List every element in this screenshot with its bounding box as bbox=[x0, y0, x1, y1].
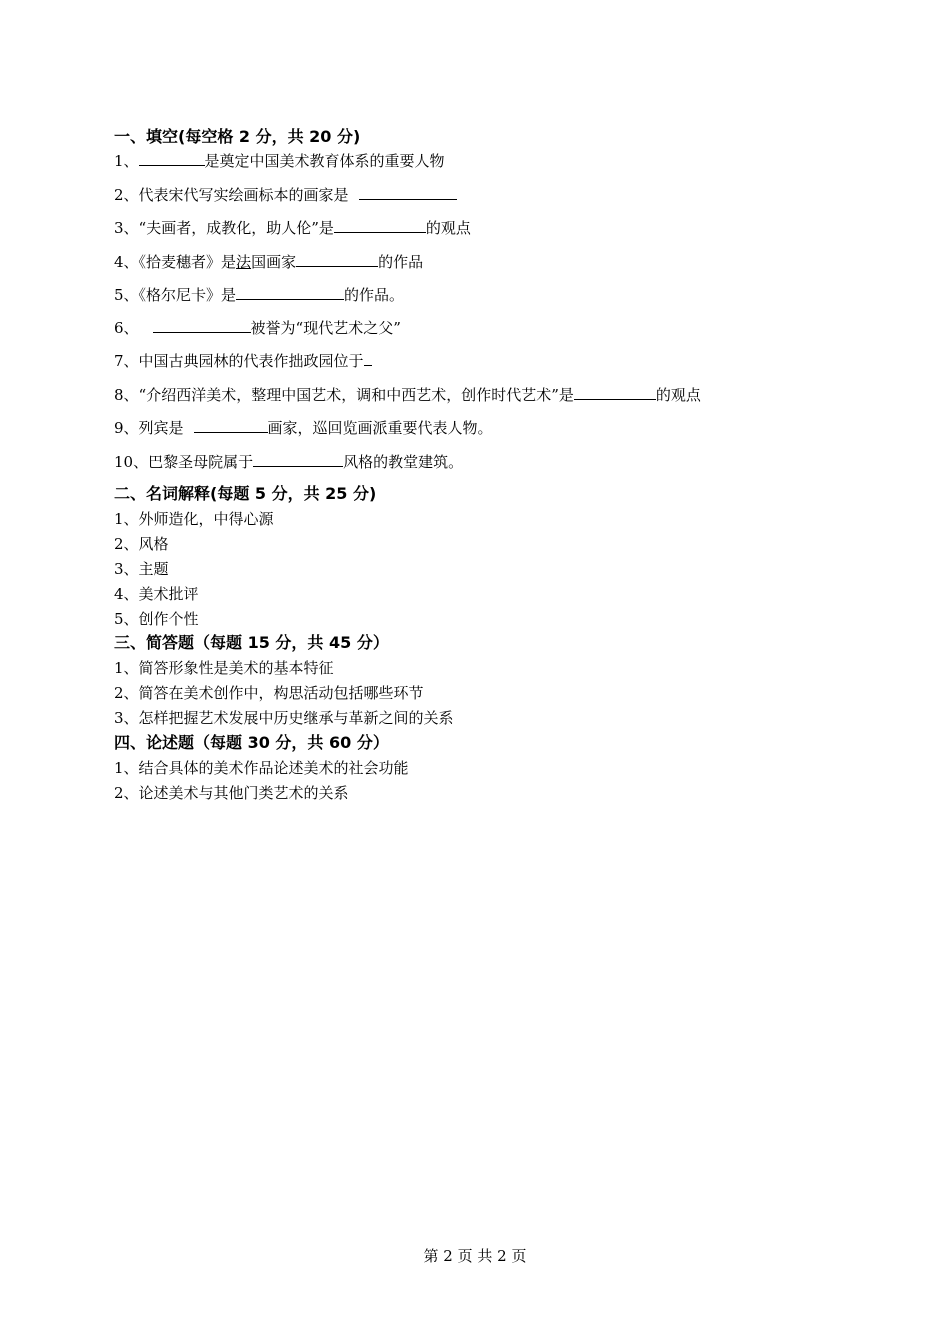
underlined-char: 法 bbox=[236, 253, 252, 271]
answer-blank bbox=[364, 350, 372, 366]
essay-question: 1、结合具体的美术作品论述美术的社会功能 bbox=[114, 759, 409, 777]
question-fill-3 bbox=[114, 217, 471, 239]
question-text: 9、列宾是 bbox=[114, 419, 184, 437]
question-text: 是奠定中国美术教育体系的重要人物 bbox=[204, 152, 445, 170]
question-fill-9 bbox=[114, 417, 493, 439]
question-text: 被誉为“现代艺术之父” bbox=[250, 319, 401, 337]
question-fill-4 bbox=[114, 251, 423, 273]
question-text: 10、巴黎圣母院属于 bbox=[114, 453, 254, 471]
term-item: 2、风格 bbox=[114, 535, 169, 553]
question-number: 6、 bbox=[114, 319, 139, 337]
question-fill-2 bbox=[114, 184, 457, 206]
answer-blank bbox=[334, 217, 426, 233]
answer-blank bbox=[139, 150, 205, 166]
term-item: 4、美术批评 bbox=[114, 585, 199, 603]
question-text-mid: 国画家 bbox=[251, 253, 297, 271]
essay-question: 2、论述美术与其他门类艺术的关系 bbox=[114, 784, 349, 802]
answer-blank bbox=[153, 317, 251, 333]
question-text: 5、《格尔尼卡》是 bbox=[114, 286, 237, 304]
question-number: 1、 bbox=[114, 152, 139, 170]
answer-blank bbox=[194, 417, 268, 433]
question-fill-1 bbox=[114, 150, 445, 172]
answer-blank bbox=[236, 284, 344, 300]
term-item: 3、主题 bbox=[114, 560, 169, 578]
question-text-end: 风格的教堂建筑。 bbox=[343, 453, 464, 471]
question-fill-5 bbox=[114, 284, 404, 306]
question-text: 4、《拾麦穗者》是 bbox=[114, 253, 237, 271]
short-question: 3、怎样把握艺术发展中历史继承与革新之间的关系 bbox=[114, 709, 454, 727]
question-fill-6 bbox=[114, 317, 401, 339]
question-text: 3、“夫画者，成教化，助人伦”是 bbox=[114, 219, 334, 237]
short-question: 1、简答形象性是美术的基本特征 bbox=[114, 659, 334, 677]
term-item: 5、创作个性 bbox=[114, 610, 199, 628]
question-fill-7 bbox=[114, 350, 372, 372]
question-text: 7、中国古典园林的代表作拙政园位于 bbox=[114, 352, 364, 370]
question-text: 2、代表宋代写实绘画标本的画家是 bbox=[114, 186, 349, 204]
question-text-end: 的观点 bbox=[425, 219, 471, 237]
question-text-end: 画家，巡回览画派重要代表人物。 bbox=[267, 419, 493, 437]
answer-blank bbox=[253, 451, 343, 467]
section-terms-heading: 二、名词解释(每题 5 分，共 25 分) bbox=[114, 484, 377, 503]
question-text: 8、“介绍西洋美术，整理中国艺术，调和中西艺术，创作时代艺术”是 bbox=[114, 386, 574, 404]
question-fill-8 bbox=[114, 384, 701, 406]
section-short-heading: 三、简答题（每题 15 分，共 45 分） bbox=[114, 633, 389, 652]
question-text-end: 的作品 bbox=[378, 253, 424, 271]
question-text-end: 的作品。 bbox=[344, 286, 405, 304]
page-footer: 第 2 页 共 2 页 bbox=[423, 1247, 527, 1265]
section-fill-heading: 一、填空(每空格 2 分，共 20 分) bbox=[114, 127, 361, 146]
section-essay-heading: 四、论述题（每题 30 分，共 60 分） bbox=[114, 733, 389, 752]
answer-blank bbox=[359, 184, 457, 200]
answer-blank bbox=[296, 251, 378, 267]
question-fill-10 bbox=[114, 451, 463, 473]
short-question: 2、简答在美术创作中，构思活动包括哪些环节 bbox=[114, 684, 424, 702]
answer-blank bbox=[574, 384, 656, 400]
term-item: 1、外师造化，中得心源 bbox=[114, 510, 274, 528]
question-text-end: 的观点 bbox=[655, 386, 701, 404]
